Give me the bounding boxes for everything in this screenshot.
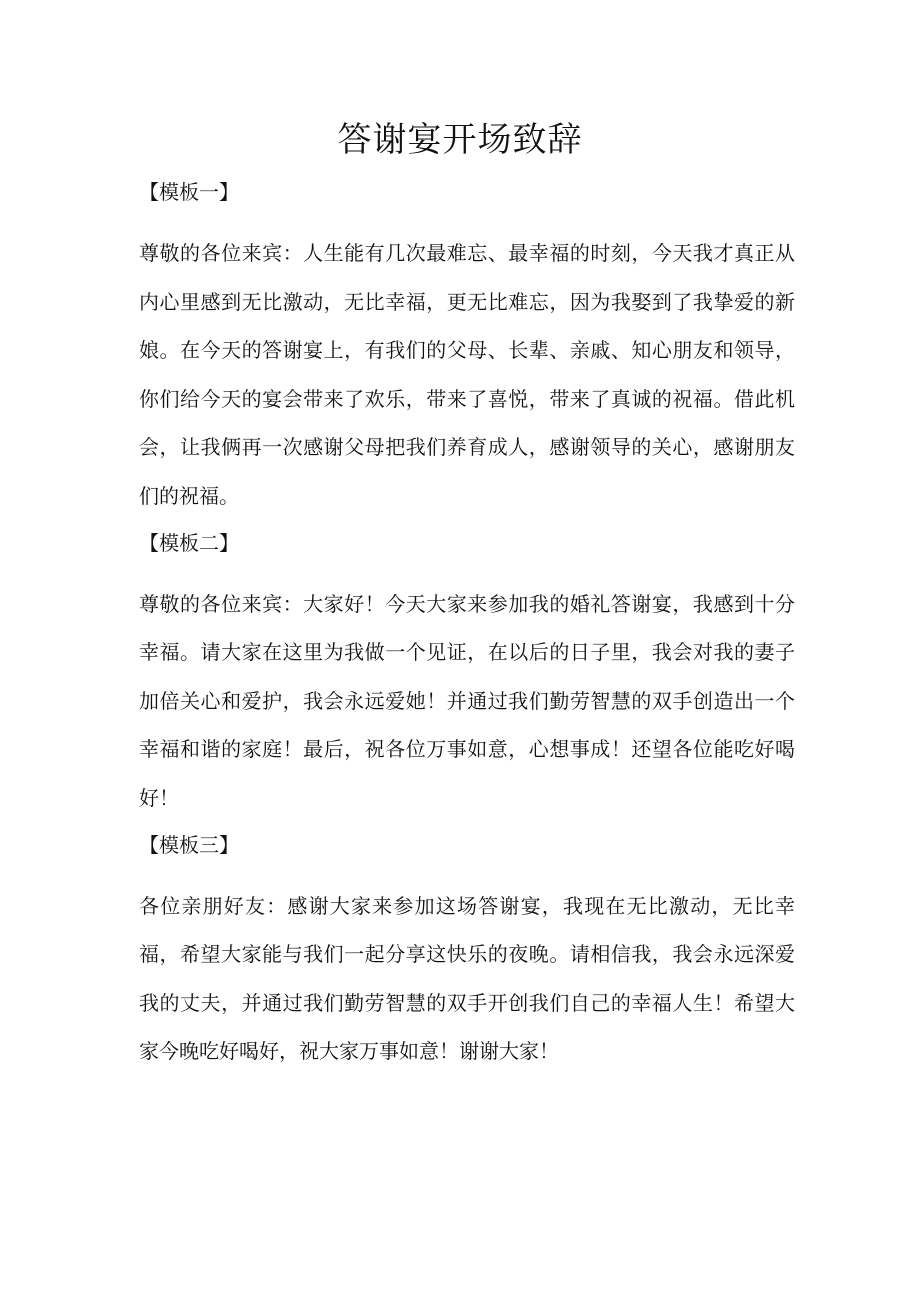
- section-heading: 【模板一】: [139, 180, 239, 204]
- section-body: 尊敬的各位来宾：人生能有几次最难忘、最幸福的时刻，今天我才真正从内心里感到无比激动，无比幸福，更无比难忘，因为我娶到了我挚爱的新娘。在今天的答谢宴上，有我们的父母、长辈、亲戚、知心朋友和领导，你们给今天的宴会带来了欢乐，带来了喜悦，带来了真诚的祝福。借此机会，让我俩再一次感谢父母把我们养育成人，感谢领导的关心，感谢朋友们的祝福。: [139, 241, 795, 508]
- section-template-2: [139, 527, 795, 823]
- document-title: 答谢宴开场致辞: [337, 120, 583, 160]
- section-template-1: [139, 176, 795, 521]
- section-heading: 【模板三】: [139, 832, 239, 857]
- section-template-3: [139, 829, 795, 1076]
- document-content: [139, 176, 795, 1076]
- section-heading: 【模板二】: [139, 530, 239, 555]
- section-body: 各位亲朋好友：感谢大家来参加这场答谢宴，我现在无比激动，无比幸福，希望大家能与我们一起分享这快乐的夜晚。请相信我，我会永远深爱我的丈夫，并通过我们勤劳智慧的双手开创我们自己的幸福人生！希望大家今晚吃好喝好，祝大家万事如意！谢谢大家！: [139, 893, 795, 1064]
- section-body: 尊敬的各位来宾：大家好！今天大家来参加我的婚礼答谢宴，我感到十分幸福。请大家在这里为我做一个见证，在以后的日子里，我会对我的妻子加倍关心和爱护，我会永远爱她！并通过我们勤劳智慧的双手创造出一个幸福和谐的家庭！最后，祝各位万事如意，心想事成！还望各位能吃好喝好！: [139, 591, 795, 810]
